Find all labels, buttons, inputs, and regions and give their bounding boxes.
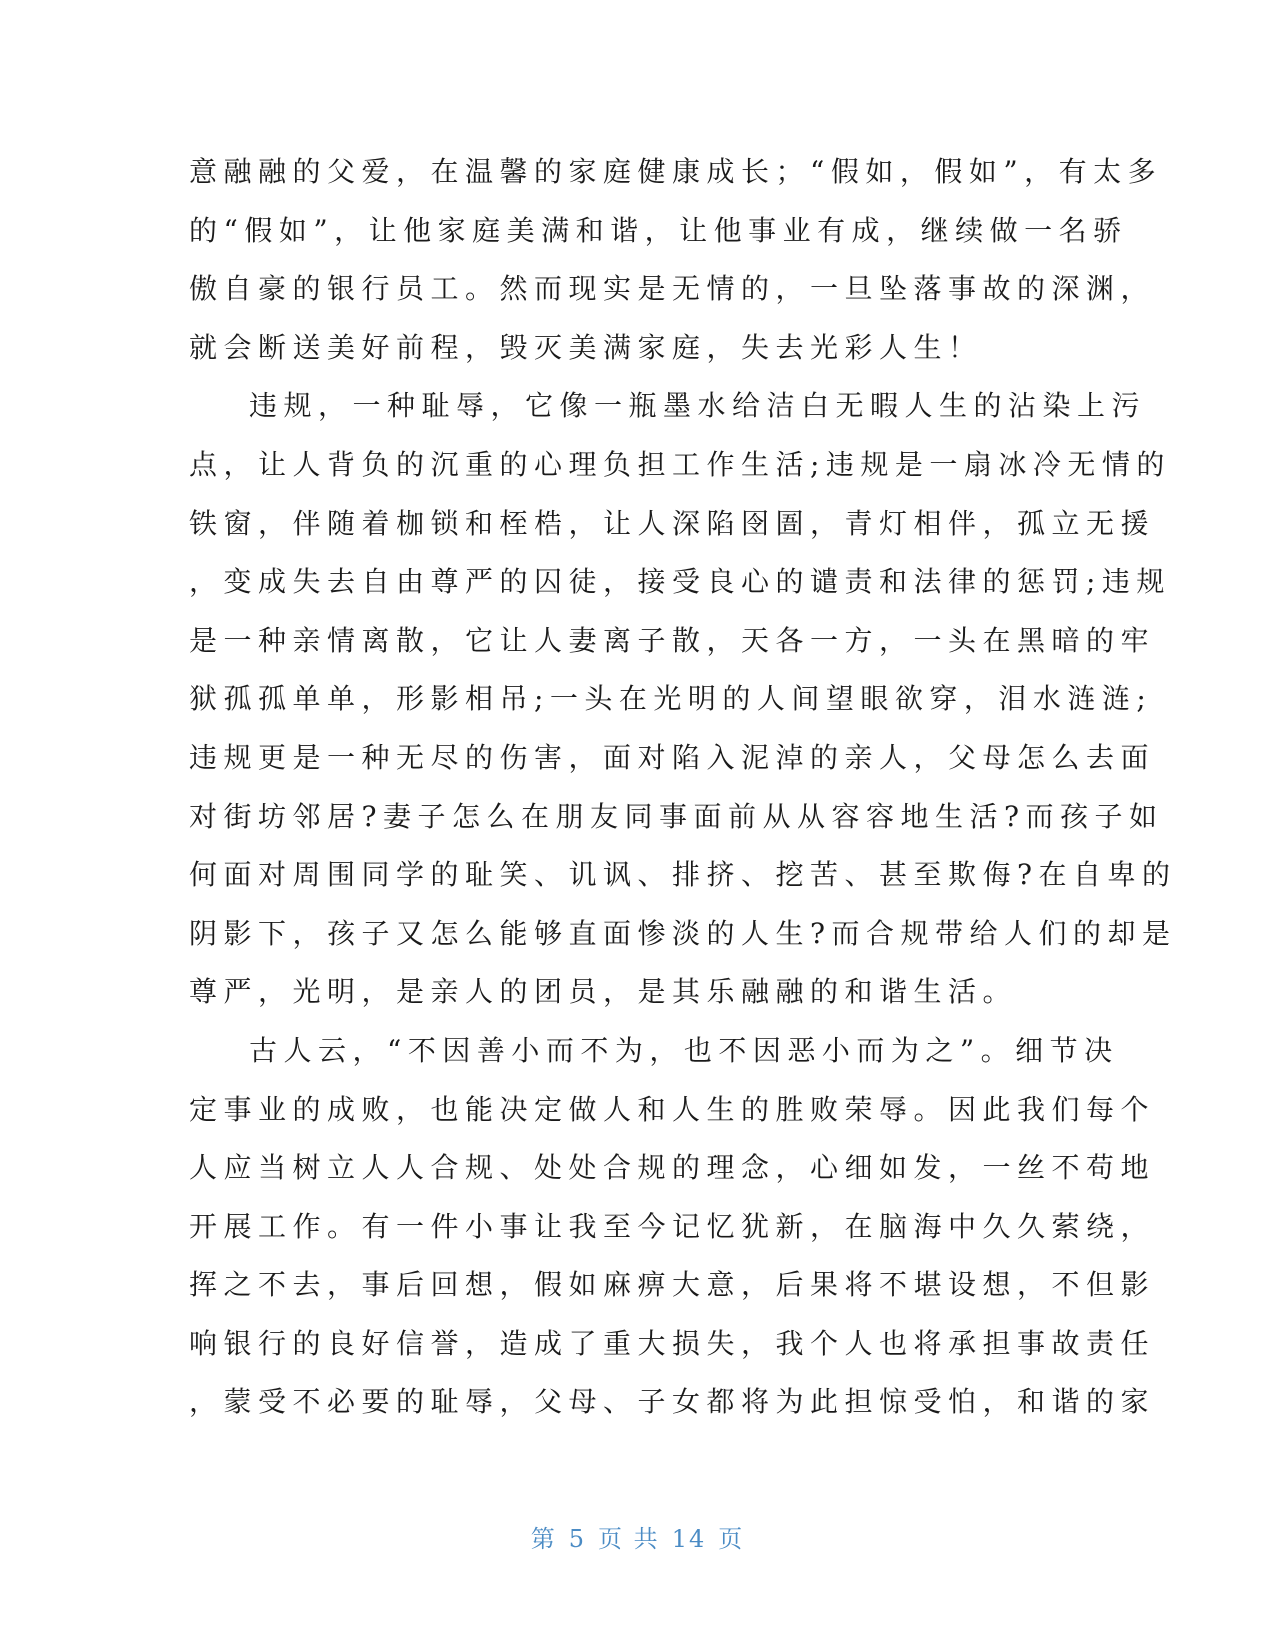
text-line: 对街坊邻居?妻子怎么在朋友同事面前从从容容地生活?而孩子如 (189, 799, 1164, 833)
paragraph-first-line: 古人云，“不因善小而不为，也不因恶小而为之”。细节决 (249, 1033, 1119, 1067)
text-line: 定事业的成败，也能决定做人和人生的胜败荣辱。因此我们每个 (189, 1092, 1156, 1126)
page-number: 5 (568, 1525, 587, 1553)
text-line: ，蒙受不必要的耻辱，父母、子女都将为此担惊受怕，和谐的家 (189, 1385, 1156, 1419)
page-label-mid: 页 共 (598, 1525, 660, 1553)
text-line: 挥之不去，事后回想，假如麻痹大意，后果将不堪设想，不但影 (189, 1268, 1156, 1302)
text-line: 是一种亲情离散，它让人妻离子散，天各一方，一头在黑暗的牢 (189, 623, 1156, 657)
document-body (189, 143, 1177, 1432)
text-line: 尊严，光明，是亲人的团员，是其乐融融的和谐生活。 (189, 975, 1018, 1009)
text-line: 就会断送美好前程，毁灭美满家庭，失去光彩人生！ (189, 330, 983, 364)
text-line: 阴影下，孩子又怎么能够直面惨淡的人生?而合规带给人们的却是 (189, 916, 1177, 950)
text-line: ，变成失去自由尊严的囚徒，接受良心的谴责和法律的惩罚;违规 (189, 565, 1171, 599)
page-label-prefix: 第 (530, 1525, 557, 1553)
page-footer (0, 1519, 1275, 1554)
total-pages: 14 (671, 1525, 707, 1553)
text-line: 开展工作。有一件小事让我至今记忆犹新，在脑海中久久萦绕， (189, 1209, 1156, 1243)
text-line: 的“假如”，让他家庭美满和谐，让他事业有成，继续做一名骄 (189, 213, 1128, 247)
text-line: 何面对周围同学的耻笑、讥讽、排挤、挖苦、甚至欺侮?在自卑的 (189, 858, 1177, 892)
text-line: 响银行的良好信誉，造成了重大损失，我个人也将承担事故责任 (189, 1326, 1156, 1360)
text-line: 人应当树立人人合规、处处合规的理念，心细如发，一丝不苟地 (189, 1151, 1156, 1185)
text-line: 意融融的父爱，在温馨的家庭健康成长；“假如，假如”，有太多 (189, 155, 1163, 188)
text-line: 违规更是一种无尽的伤害，面对陷入泥淖的亲人，父母怎么去面 (189, 740, 1156, 774)
text-line: 傲自豪的银行员工。然而现实是无情的，一旦坠落事故的深渊， (189, 272, 1156, 306)
text-line: 铁窗，伴随着枷锁和桎梏，让人深陷囹圄，青灯相伴，孤立无援 (189, 506, 1156, 540)
paragraph-first-line: 违规，一种耻辱，它像一瓶墨水给洁白无暇人生的沾染上污 (249, 389, 1147, 423)
page-label-suffix: 页 (718, 1525, 745, 1553)
text-line: 点，让人背负的沉重的心理负担工作生活;违规是一扇冰冷无情的 (189, 447, 1171, 481)
text-line: 狱孤孤单单，形影相吊;一头在光明的人间望眼欲穿，泪水涟涟; (189, 682, 1153, 716)
